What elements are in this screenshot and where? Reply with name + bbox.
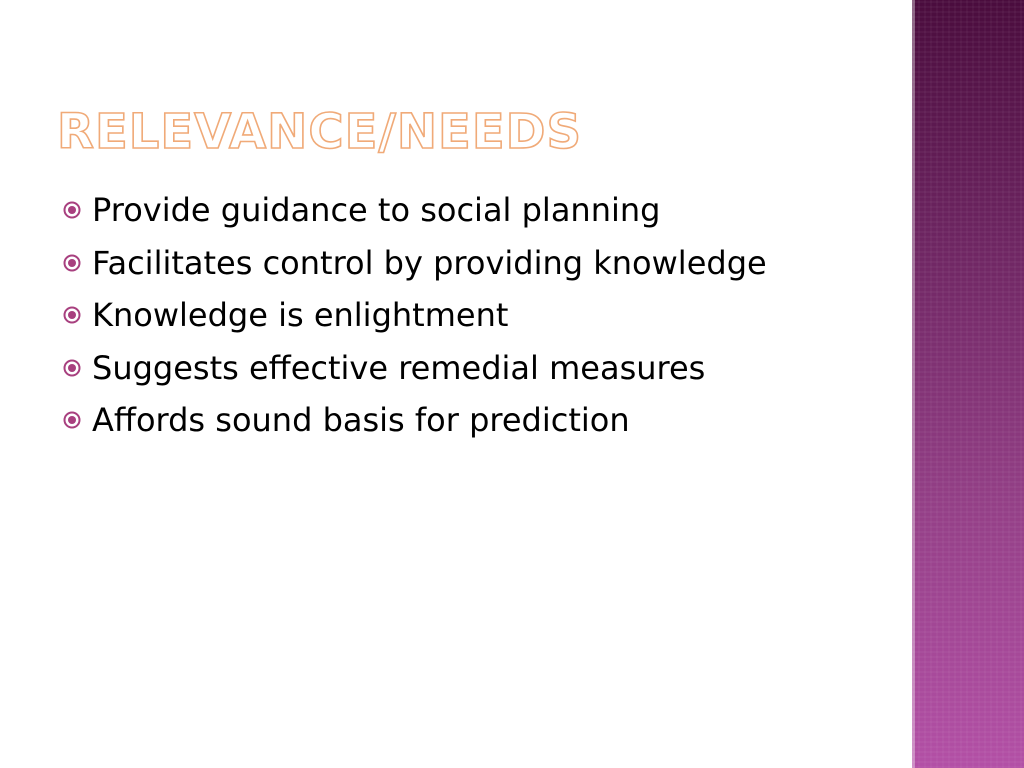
- bullet-text: Provide guidance to social planning: [92, 191, 661, 230]
- slide-title: RELEVANCE/NEEDS: [57, 104, 583, 160]
- bullet-item: [62, 184, 767, 237]
- circled-dot-icon: [62, 358, 82, 378]
- bullet-text: Suggests effective remedial measures: [92, 348, 706, 387]
- bullet-text: Knowledge is enlightment: [92, 296, 509, 335]
- decorative-side-band: [912, 0, 1024, 768]
- bullet-list: [62, 184, 767, 447]
- bullet-text: Facilitates control by providing knowledge: [92, 243, 767, 282]
- circled-dot-icon: [62, 253, 82, 273]
- bullet-item: [62, 237, 767, 290]
- bullet-item: [62, 394, 767, 447]
- circled-dot-icon: [62, 200, 82, 220]
- circled-dot-icon: [62, 305, 82, 325]
- bullet-text: Affords sound basis for prediction: [92, 401, 630, 440]
- bullet-item: [62, 289, 767, 342]
- side-band-edge: [912, 0, 915, 768]
- bullet-item: [62, 342, 767, 395]
- circled-dot-icon: [62, 410, 82, 430]
